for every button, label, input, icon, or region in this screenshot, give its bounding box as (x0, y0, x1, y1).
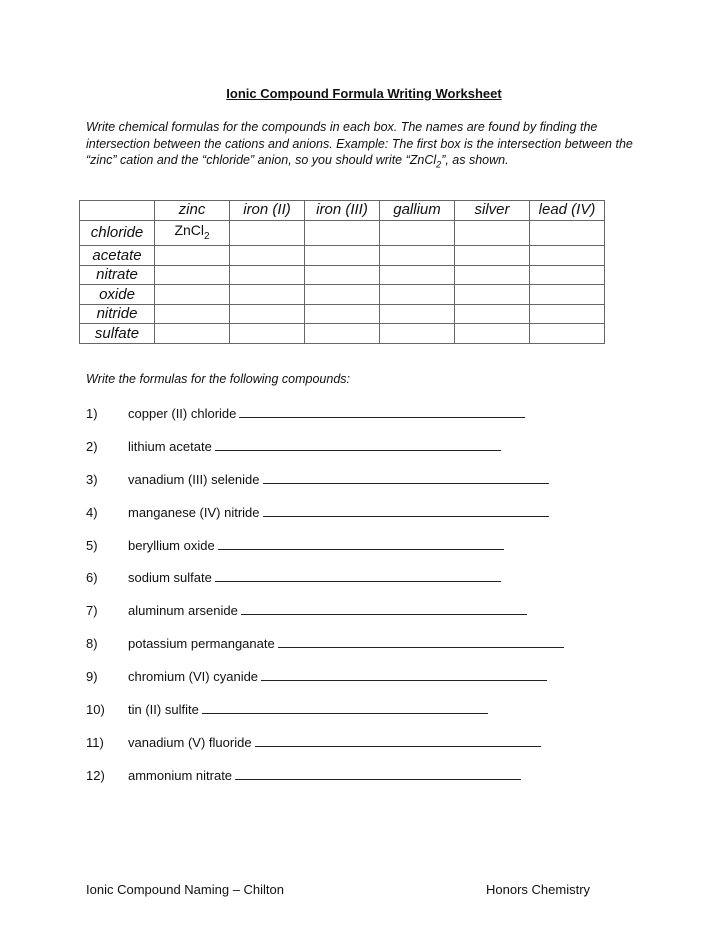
answer-blank[interactable] (261, 668, 547, 681)
answer-cell[interactable] (230, 304, 305, 324)
answer-blank[interactable] (215, 438, 501, 451)
question-item (86, 734, 541, 752)
grid-row (80, 324, 605, 344)
cation-header: gallium (380, 201, 455, 221)
grid-corner-cell (80, 201, 155, 221)
answer-blank[interactable] (218, 537, 504, 550)
answer-cell[interactable] (230, 285, 305, 305)
question-number: 4) (86, 505, 98, 520)
answer-cell[interactable] (380, 265, 455, 285)
question-item (86, 438, 501, 456)
question-item (86, 405, 525, 423)
answer-cell[interactable] (155, 265, 230, 285)
question-item (86, 537, 504, 555)
compound-name: tin (II) sulfite (128, 702, 199, 717)
answer-cell[interactable] (230, 265, 305, 285)
answer-cell[interactable] (230, 246, 305, 266)
instructions (86, 119, 646, 173)
grid-header-row (80, 201, 605, 221)
answer-cell[interactable] (305, 220, 380, 246)
answer-cell[interactable] (155, 285, 230, 305)
question-item (86, 602, 527, 620)
anion-header: nitrate (80, 265, 155, 285)
answer-cell[interactable] (455, 246, 530, 266)
question-number: 10) (86, 702, 105, 717)
question-item (86, 701, 488, 719)
question-number: 2) (86, 439, 98, 454)
anion-header: oxide (80, 285, 155, 305)
answer-cell[interactable] (305, 285, 380, 305)
answer-cell[interactable] (530, 304, 605, 324)
cation-header: iron (III) (305, 201, 380, 221)
answer-blank[interactable] (202, 701, 488, 714)
footer-right: Honors Chemistry (486, 882, 591, 897)
answer-cell[interactable] (155, 324, 230, 344)
answer-cell[interactable] (380, 285, 455, 305)
anion-header: sulfate (80, 324, 155, 344)
question-item (86, 569, 501, 587)
worksheet-title: Ionic Compound Formula Writing Worksheet (226, 86, 502, 101)
answer-cell[interactable] (380, 220, 455, 246)
answer-cell[interactable] (380, 324, 455, 344)
answer-cell[interactable] (380, 304, 455, 324)
compound-name: copper (II) chloride (128, 406, 237, 421)
answer-blank[interactable] (263, 471, 549, 484)
answer-cell[interactable] (455, 285, 530, 305)
answer-cell[interactable] (305, 304, 380, 324)
answer-cell[interactable] (530, 285, 605, 305)
anion-header: chloride (80, 220, 155, 246)
footer-left: Ionic Compound Naming – Chilton (86, 882, 284, 897)
instructions-subscript: 2 (436, 159, 442, 170)
answer-cell[interactable] (305, 246, 380, 266)
instructions-text-end: ”, as shown. (441, 153, 509, 167)
answer-cell[interactable] (305, 265, 380, 285)
answer-cell[interactable] (155, 304, 230, 324)
cation-header: silver (455, 201, 530, 221)
answer-cell[interactable] (155, 246, 230, 266)
compound-name: manganese (IV) nitride (128, 505, 260, 520)
answer-blank[interactable] (255, 734, 541, 747)
grid-row (80, 246, 605, 266)
answer-cell[interactable] (455, 324, 530, 344)
compound-name: vanadium (III) selenide (128, 472, 260, 487)
answer-blank[interactable] (263, 504, 549, 517)
example-subscript: 2 (204, 230, 210, 242)
answer-cell[interactable] (455, 304, 530, 324)
answer-cell[interactable] (455, 265, 530, 285)
question-number: 7) (86, 603, 98, 618)
question-number: 5) (86, 538, 98, 553)
questions-heading: Write the formulas for the following compounds: (86, 372, 351, 386)
grid-row (80, 265, 605, 285)
question-number: 9) (86, 669, 98, 684)
question-number: 12) (86, 768, 105, 783)
compound-name: chromium (VI) cyanide (128, 669, 259, 684)
question-number: 1) (86, 406, 98, 421)
compound-name: aluminum arsenide (128, 603, 238, 618)
instructions-text: Write chemical formulas for the compounds in each box. The names are found by finding the intersection between the cations and anions. Example: The first box is the intersection between the “zinc” cation and the “chloride” anion, so you should write “ZnCl (86, 120, 633, 167)
compound-name: vanadium (V) fluoride (128, 735, 252, 750)
compound-name: beryllium oxide (128, 538, 215, 553)
grid-row (80, 220, 605, 246)
answer-blank[interactable] (235, 767, 521, 780)
compound-name: sodium sulfate (128, 570, 212, 585)
cation-header: lead (IV) (530, 201, 605, 221)
anion-header: acetate (80, 246, 155, 266)
question-item (86, 471, 549, 489)
answer-blank[interactable] (278, 635, 564, 648)
question-item (86, 668, 547, 686)
answer-cell[interactable] (530, 246, 605, 266)
cation-header: zinc (155, 201, 230, 221)
example-formula: ZnCl (174, 221, 204, 238)
question-number: 6) (86, 570, 98, 585)
answer-blank[interactable] (241, 602, 527, 615)
compound-name: lithium acetate (128, 439, 212, 454)
cation-header: iron (II) (230, 201, 305, 221)
compound-name: ammonium nitrate (128, 768, 233, 783)
question-number: 11) (86, 735, 104, 750)
answer-cell[interactable] (305, 324, 380, 344)
question-number: 3) (86, 472, 98, 487)
question-item (86, 504, 549, 522)
question-number: 8) (86, 636, 98, 651)
answer-cell[interactable] (530, 324, 605, 344)
answer-cell[interactable] (530, 265, 605, 285)
answer-cell[interactable] (230, 324, 305, 344)
answer-cell[interactable] (380, 246, 455, 266)
question-item (86, 767, 521, 785)
answer-blank[interactable] (239, 405, 525, 418)
answer-cell[interactable] (230, 220, 305, 246)
answer-cell[interactable] (455, 220, 530, 246)
answer-blank[interactable] (215, 569, 501, 582)
compound-name: potassium permanganate (128, 636, 275, 651)
grid-row (80, 285, 605, 305)
formula-grid (79, 200, 605, 344)
question-item (86, 635, 564, 653)
grid-row (80, 304, 605, 324)
answer-cell[interactable] (530, 220, 605, 246)
anion-header: nitride (80, 304, 155, 324)
example-answer-cell (155, 220, 230, 246)
